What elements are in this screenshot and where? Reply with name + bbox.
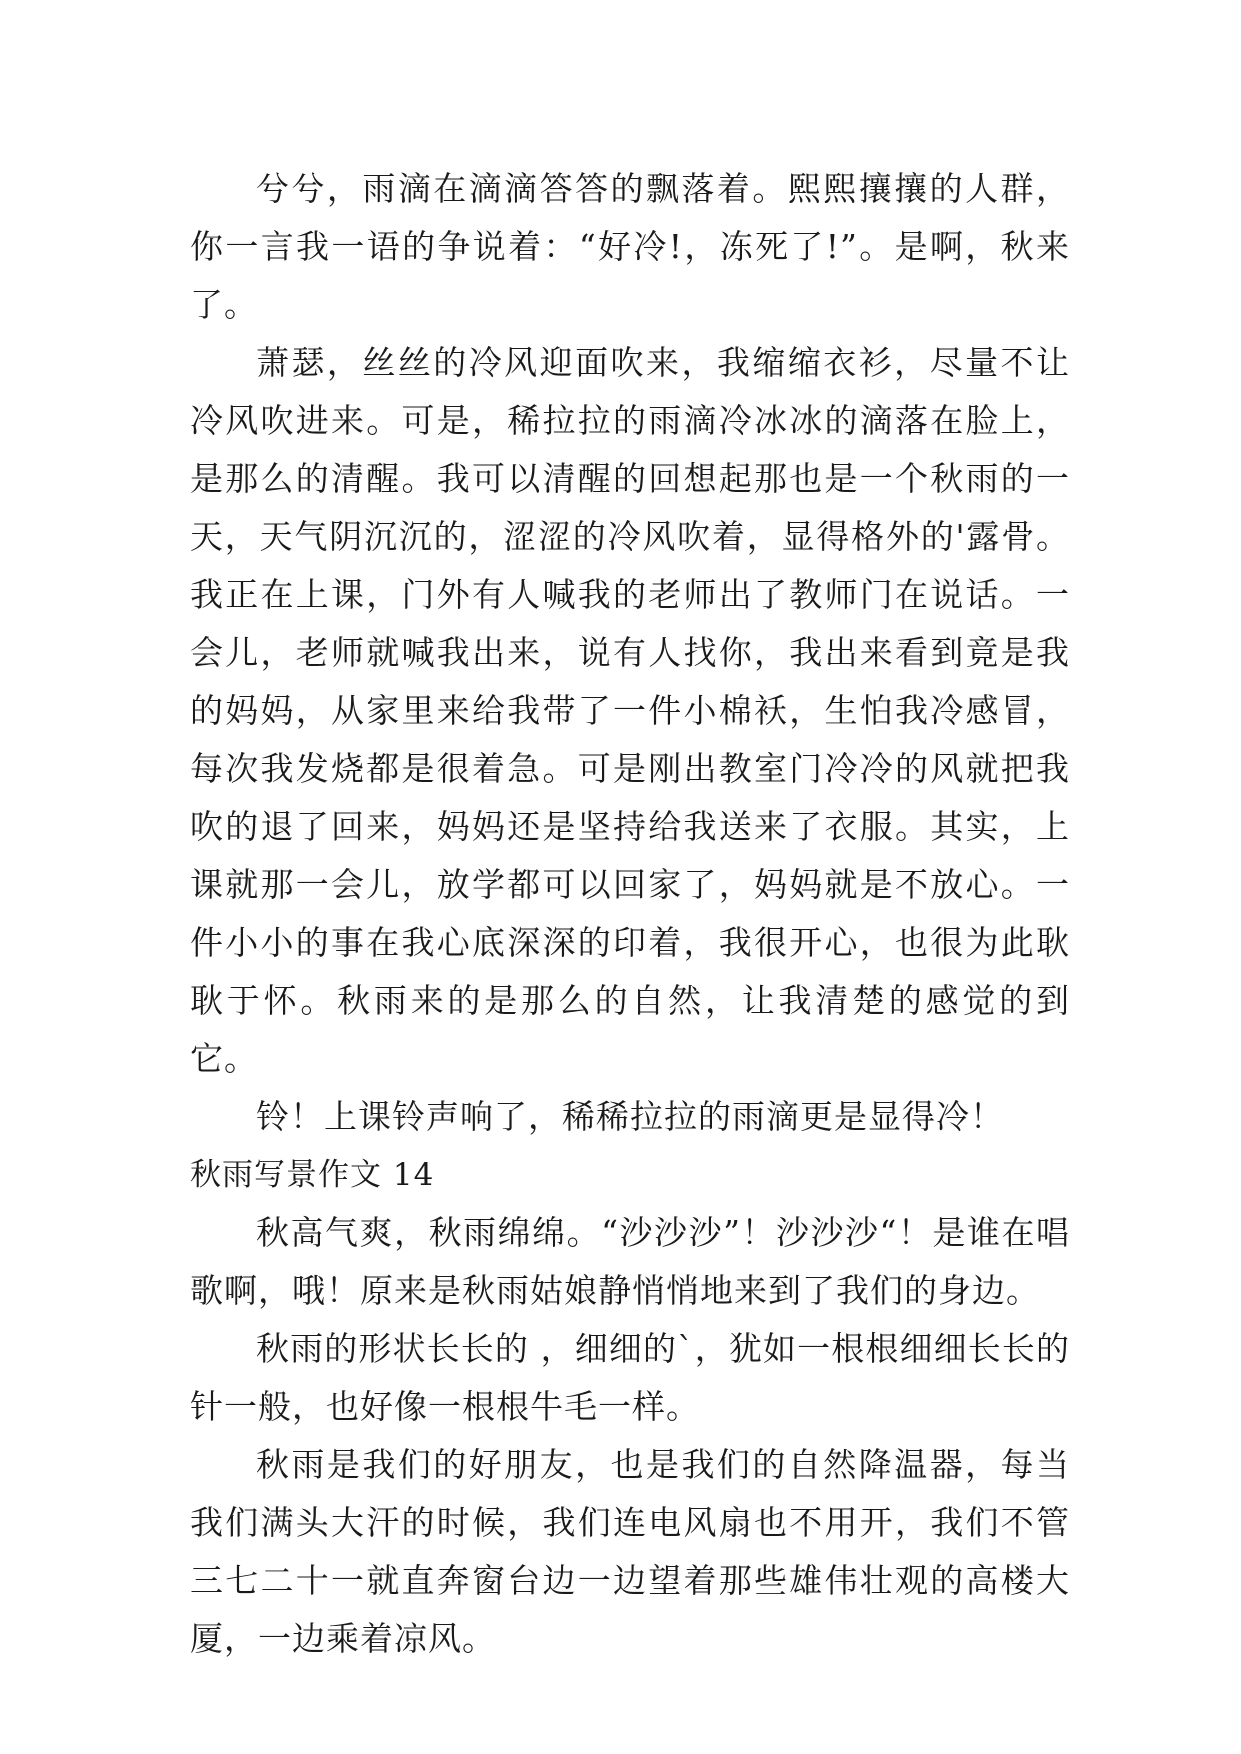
paragraph: 铃！上课铃声响了，稀稀拉拉的雨滴更是显得冷！: [256, 1097, 1004, 1136]
paragraph: 萧瑟，丝丝的冷风迎面吹来，我缩缩衣衫，尽量不让冷风吹进来。可是，稀拉拉的雨滴冷冰冰的滴落在脸上，是那么的清醒。我可以清醒的回想起那也是一个秋雨的一天，天气阴沉沉的，涩涩的冷风吹着，显得格外的'露骨。我正在上课，门外有人喊我的老师出了教师门在说话。一会儿，老师就喊我出来，说有人找你，我出来看到竟是我的妈妈，从家里来给我带了一件小棉袄，生怕我冷感冒，每次我发烧都是很着急。可是刚出教室门冷冷的风就把我吹的退了回来，妈妈还是坚持给我送来了衣服。其实，上课就那一会儿，放学都可以回家了，妈妈就是不放心。一件小小的事在我心底深深的印着，我很开心，也很为此耿耿于怀。秋雨来的是那么的自然，让我清楚的感觉的到它。: [190, 343, 1070, 1078]
paragraph: 秋雨的形状长长的 ，细细的`，犹如一根根细细长长的针一般，也好像一根根牛毛一样。: [190, 1329, 1070, 1426]
paragraph: 秋雨是我们的好朋友，也是我们的自然降温器，每当我们满头大汗的时候，我们连电风扇也不用开，我们不管三七二十一就直奔窗台边一边望着那些雄伟壮观的高楼大厦，一边乘着凉风。: [190, 1445, 1070, 1658]
paragraph: 兮兮，雨滴在滴滴答答的飘落着。熙熙攘攘的人群，你一言我一语的争说着：“好冷!，冻死了!”。是啊，秋来了。: [190, 169, 1070, 324]
document-body: [190, 160, 1070, 1668]
paragraph: 秋高气爽，秋雨绵绵。“沙沙沙”！沙沙沙“！是谁在唱歌啊，哦！原来是秋雨姑娘静悄悄地来到了我们的身边。: [190, 1213, 1070, 1310]
section-heading: 秋雨写景作文 14: [190, 1157, 435, 1193]
